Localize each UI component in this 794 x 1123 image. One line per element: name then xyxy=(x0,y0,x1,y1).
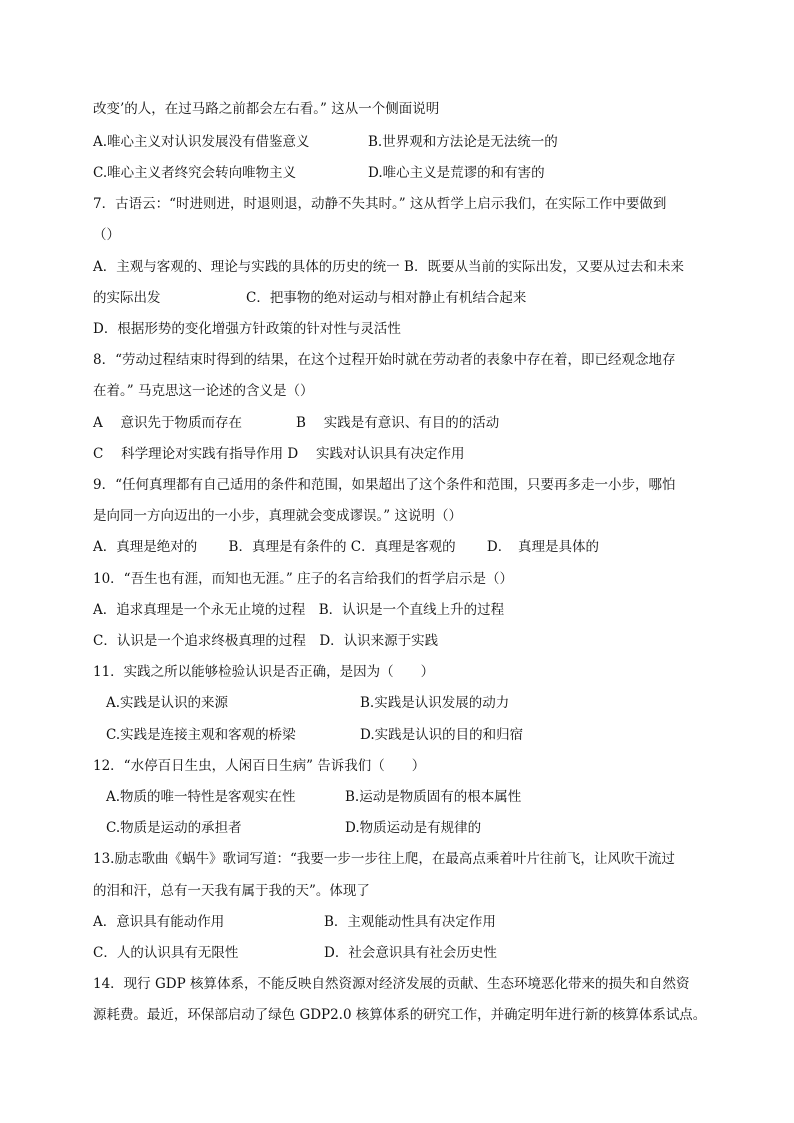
q14-stem-line2: 源耗费。最近，环保部启动了绿色 GDP2.0 核算体系的研究工作，并确定明年进行新的核算体系试点。 xyxy=(93,1007,707,1023)
intro-option-b: B.世界观和方法论是无法统一的 xyxy=(368,134,558,150)
q8-option-b: B 实践是有意识、有目的的活动 xyxy=(296,415,500,431)
q13-option-c: C．人的认识具有无限性 xyxy=(93,945,239,961)
q11-option-b: B.实践是认识发展的动力 xyxy=(360,695,510,711)
q11-option-d: D.实践是认识的目的和归宿 xyxy=(360,727,524,743)
q9-stem-line1: 9．“任何真理都有自己适用的条件和范围，如果超出了这个条件和范围，只要再多走一小步，哪怕 xyxy=(93,477,676,493)
intro-option-d: D.唯心主义是荒谬的和有害的 xyxy=(368,165,545,181)
q10-options-line2: C．认识是一个追求终极真理的过程 D．认识来源于实践 xyxy=(93,633,439,649)
q14-stem-line1: 14．现行 GDP 核算体系，不能反映自然资源对经济发展的贡献、生态环境恶化带来的损失和自然资 xyxy=(93,976,690,992)
q11-option-c: C.实践是连接主观和客观的桥梁 xyxy=(106,727,296,743)
q12-stem: 12．“水停百日生虫，人闲百日生病” 告诉我们（ ） xyxy=(93,758,426,774)
q13-option-d: D．社会意识具有社会历史性 xyxy=(324,945,497,961)
q10-stem: 10．“吾生也有涯，而知也无涯。” 庄子的名言给我们的哲学启示是（） xyxy=(93,571,514,587)
q13-stem-line1: 13.励志歌曲《蜗牛》歌词写道：“我要一步一步往上爬，在最高点乘着叶片往前飞，让风吹干流过 xyxy=(93,851,675,867)
q8-stem-line1: 8．“劳动过程结束时得到的结果，在这个过程开始时就在劳动者的表象中存在着，即已经观念地存 xyxy=(93,352,676,368)
q13-stem-line2: 的泪和汗，总有一天我有属于我的天”。体现了 xyxy=(93,883,370,899)
q8-option-a: A 意识先于物质而存在 xyxy=(93,415,243,431)
intro-line: 改变’的人，在过马路之前都会左右看。” 这从一个侧面说明 xyxy=(93,101,440,117)
q12-option-c: C.物质是运动的承担者 xyxy=(106,820,242,836)
q9-options: A．真理是绝对的 B．真理是有条件的 C．真理是客观的 D． 真理是具体的 xyxy=(93,539,599,555)
q9-stem-line2: 是向同一方向迈出的一小步，真理就会变成谬误。” 这说明（） xyxy=(93,508,462,524)
q7-options-line1: A．主观与客观的、理论与实践的具体的历史的统一 B．既要从当前的实际出发，又要从过去和未来 xyxy=(93,259,684,275)
q13-option-b: B．主观能动性具有决定作用 xyxy=(324,914,496,930)
q7-options-line2a: 的实际出发 xyxy=(93,290,161,306)
q7-stem-line2: （） xyxy=(93,227,120,243)
intro-option-a: A.唯心主义对认识发展没有借鉴意义 xyxy=(93,134,310,150)
q7-options-line3: D．根据形势的变化增强方针政策的针对性与灵活性 xyxy=(93,321,401,337)
q11-stem: 11．实践之所以能够检验认识是否正确，是因为（ ） xyxy=(93,664,435,680)
q13-option-a: A．意识具有能动作用 xyxy=(93,914,225,930)
q7-options-line2b: C．把事物的绝对运动与相对静止有机结合起来 xyxy=(246,290,527,306)
q11-option-a: A.实践是认识的来源 xyxy=(106,695,229,711)
q8-options-line2: C 科学理论对实践有指导作用 D 实践对认识具有决定作用 xyxy=(93,446,465,462)
intro-option-c: C.唯心主义者终究会转向唯物主义 xyxy=(93,165,297,181)
q10-options-line1: A．追求真理是一个永无止境的过程 B．认识是一个直线上升的过程 xyxy=(93,602,505,618)
q12-option-d: D.物质运动是有规律的 xyxy=(345,820,482,836)
q7-stem-line1: 7．古语云：“时进则进，时退则退，动静不失其时。” 这从哲学上启示我们，在实际工作中要做到 xyxy=(93,196,667,212)
q12-option-b: B.运动是物质固有的根本属性 xyxy=(345,789,522,805)
q12-option-a: A.物质的唯一特性是客观实在性 xyxy=(106,789,296,805)
q8-stem-line2: 在着。” 马克思这一论述的含义是（） xyxy=(93,383,314,399)
